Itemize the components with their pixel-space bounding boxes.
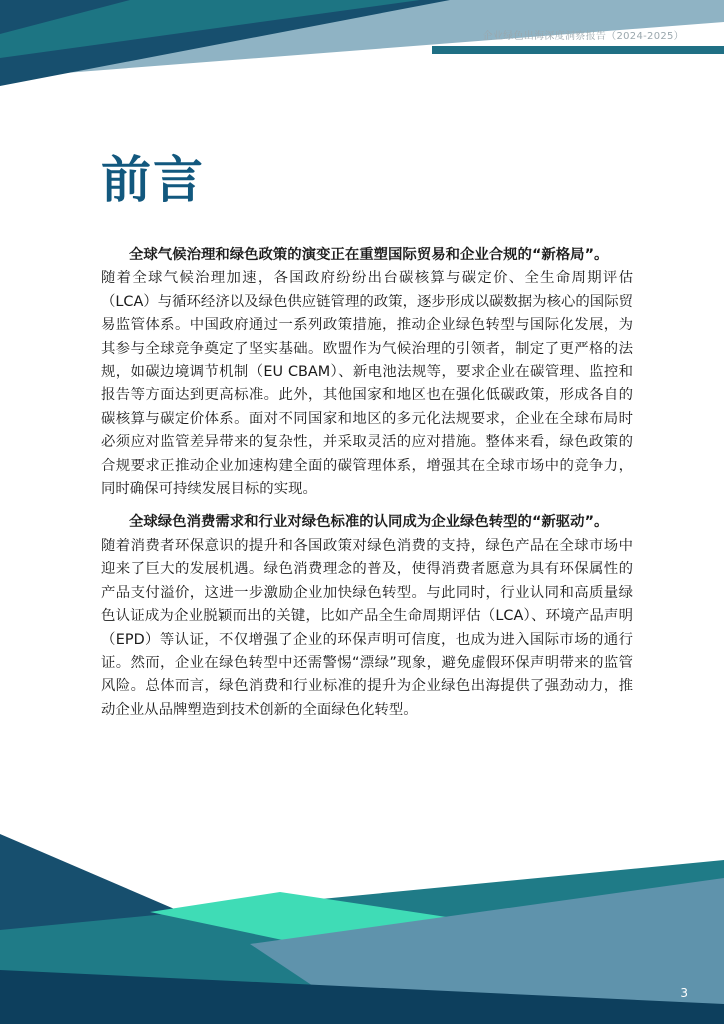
top-decoration [0,0,724,90]
paragraph-2-lead: 全球绿色消费需求和行业对绿色标准的认同成为企业绿色转型的“新驱动”。 [129,514,609,531]
paragraph-1-body: 随着全球气候治理加速，各国政府纷纷出台碳核算与碳定价、全生命周期评估（LCA）与循环经济以及绿色供应链管理的政策，逐步形成以碳数据为核心的国际贸易监管体系。中国政府通过一系列政策措施，推动企业绿色转型与国际化发展，为其参与全球竞争奠定了坚实基础。欧盟作为气候治理的引领者，制定了更严格的法规，如碳边境调节机制（EU CBAM）、新电池法规等，要求企业在碳管理、监控和报告等方面达到更高标准。此外，其他国家和地区也在强化低碳政策，形成各自的碳核算与碳定价体系。面对不同国家和地区的多元化法规要求，企业在全球布局时必须应对监管差异带来的复杂性，并采取灵活的应对措施。整体来看，绿色政策的合规要求正推动企业加速构建全面的碳管理体系，增强其在全球市场中的竞争力，同时确保可持续发展目标的实现。 [101,270,633,498]
running-header: 企业绿色出海深度洞察报告（2024-2025） [482,31,684,42]
preface-content [101,244,633,732]
bottom-decoration [0,820,724,1024]
paragraph-2-body: 随着消费者环保意识的提升和各国政策对绿色消费的支持，绿色产品在全球市场中迎来了巨大的发展机遇。绿色消费理念的普及，使得消费者愿意为具有环保属性的产品支付溢价，这进一步激励企业加快绿色转型。与此同时，行业认同和高质量绿色认证成为企业脱颖而出的关键，比如产品全生命周期评估（LCA）、环境产品声明（EPD）等认证，不仅增强了企业的环保声明可信度，也成为进入国际市场的通行证。然而，企业在绿色转型中还需警惕“漂绿”现象，避免虚假环保声明带来的监管风险。总体而言，绿色消费和行业标准的提升为企业绿色出海提供了强劲动力，推动企业从品牌塑造到技术创新的全面绿色化转型。 [101,537,633,718]
page-number: 3 [680,986,688,1000]
page-title: 前言 [101,151,205,209]
header-accent-bar [432,46,724,54]
paragraph-2 [101,511,633,722]
paragraph-1-lead: 全球气候治理和绿色政策的演变正在重塑国际贸易和企业合规的“新格局”。 [129,247,609,263]
paragraph-1 [101,244,633,501]
